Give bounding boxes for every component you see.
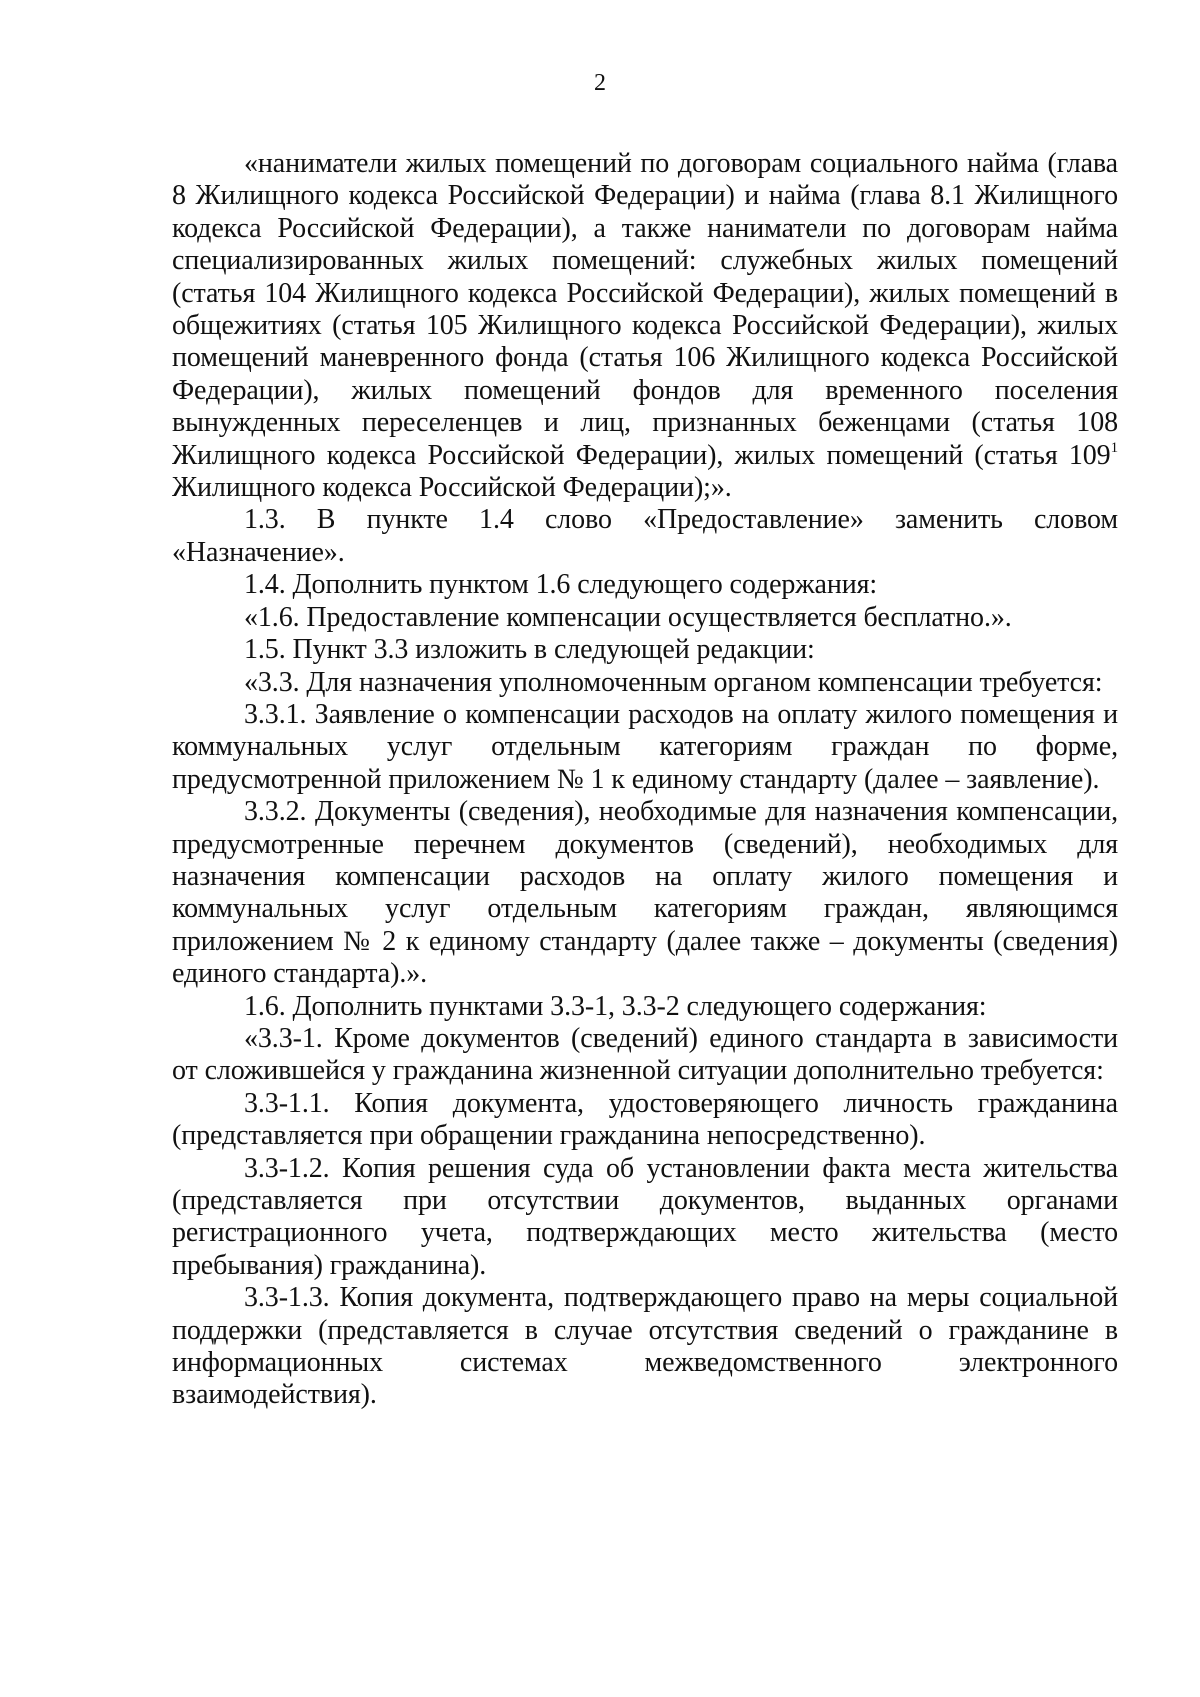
paragraph-3-3-1-2: 3.3-1.2. Копия решения суда об установлении факта места жительства (представляется при отсутствии документов, выданных органами регистрационного учета, подтверждающих место жительства (место пребывания) гражданина). bbox=[172, 1152, 1118, 1281]
document-body bbox=[172, 148, 1118, 1412]
paragraph-text: «наниматели жилых помещений по договорам социального найма (глава 8 Жилищного кодекса Российской Федерации) и найма (глава 8.1 Жилищного кодекса Российской Федерации), а также наниматели по договорам найма специализированных жилых помещений: служебных жилых помещений (статья 104 Жилищного кодекса Российской Федерации), жилых помещений в общежитиях (статья 105 Жилищного кодекса Российской Федерации), жилых помещений маневренного фонда (статья 106 Жилищного кодекса Российской Федерации), жилых помещений фондов для временного поселения вынужденных переселенцев и лиц, признанных беженцами (статья 108 Жилищного кодекса Российской Федерации), жилых помещений (статья 109 bbox=[172, 148, 1118, 471]
paragraph-3-3-1: 3.3.1. Заявление о компенсации расходов на оплату жилого помещения и коммунальных услуг отдельным категориям граждан по форме, предусмотренной приложением № 1 к единому стандарту (далее – заявление). bbox=[172, 698, 1118, 795]
paragraph-tenants-list bbox=[172, 148, 1118, 504]
paragraph-3-3-2: 3.3.2. Документы (сведения), необходимые для назначения компенсации, предусмотренные перечнем документов (сведений), необходимых для назначения компенсации расходов на оплату жилого помещения и коммунальных услуг отдельным категориям граждан, являющимся приложением № 2 к единому стандарту (далее также – документы (сведения) единого стандарта).». bbox=[172, 796, 1118, 990]
paragraph-1-6-quote: «1.6. Предоставление компенсации осуществляется бесплатно.». bbox=[244, 601, 1012, 633]
paragraph-3-3-1-1: 3.3-1.1. Копия документа, удостоверяющего личность гражданина (представляется при обращении гражданина непосредственно). bbox=[172, 1087, 1118, 1152]
paragraph-3-3-1-3: 3.3-1.3. Копия документа, подтверждающего право на меры социальной поддержки (представляется в случае отсутствия сведений о гражданине в информационных системах межведомственного электронного взаимодействия). bbox=[172, 1282, 1118, 1411]
paragraph-text: Жилищного кодекса Российской Федерации);». bbox=[172, 472, 732, 504]
paragraph-3-3-1-intro: «3.3-1. Кроме документов (сведений) единого стандарта в зависимости от сложившейся у гражданина жизненной ситуации дополнительно требуется: bbox=[172, 1022, 1118, 1087]
paragraph-1-4: 1.4. Дополнить пунктом 1.6 следующего содержания: bbox=[244, 569, 878, 601]
superscript: 1 bbox=[1110, 439, 1118, 456]
paragraph-1-6: 1.6. Дополнить пунктами 3.3-1, 3.3-2 следующего содержания: bbox=[244, 990, 987, 1022]
page-number: 2 bbox=[594, 70, 606, 96]
paragraph-1-3: 1.3. В пункте 1.4 слово «Предоставление» заменить словом «Назначение». bbox=[172, 504, 1118, 568]
paragraph-3-3: «3.3. Для назначения уполномоченным органом компенсации требуется: bbox=[244, 666, 1103, 698]
paragraph-1-5: 1.5. Пункт 3.3 изложить в следующей редакции: bbox=[244, 634, 815, 666]
